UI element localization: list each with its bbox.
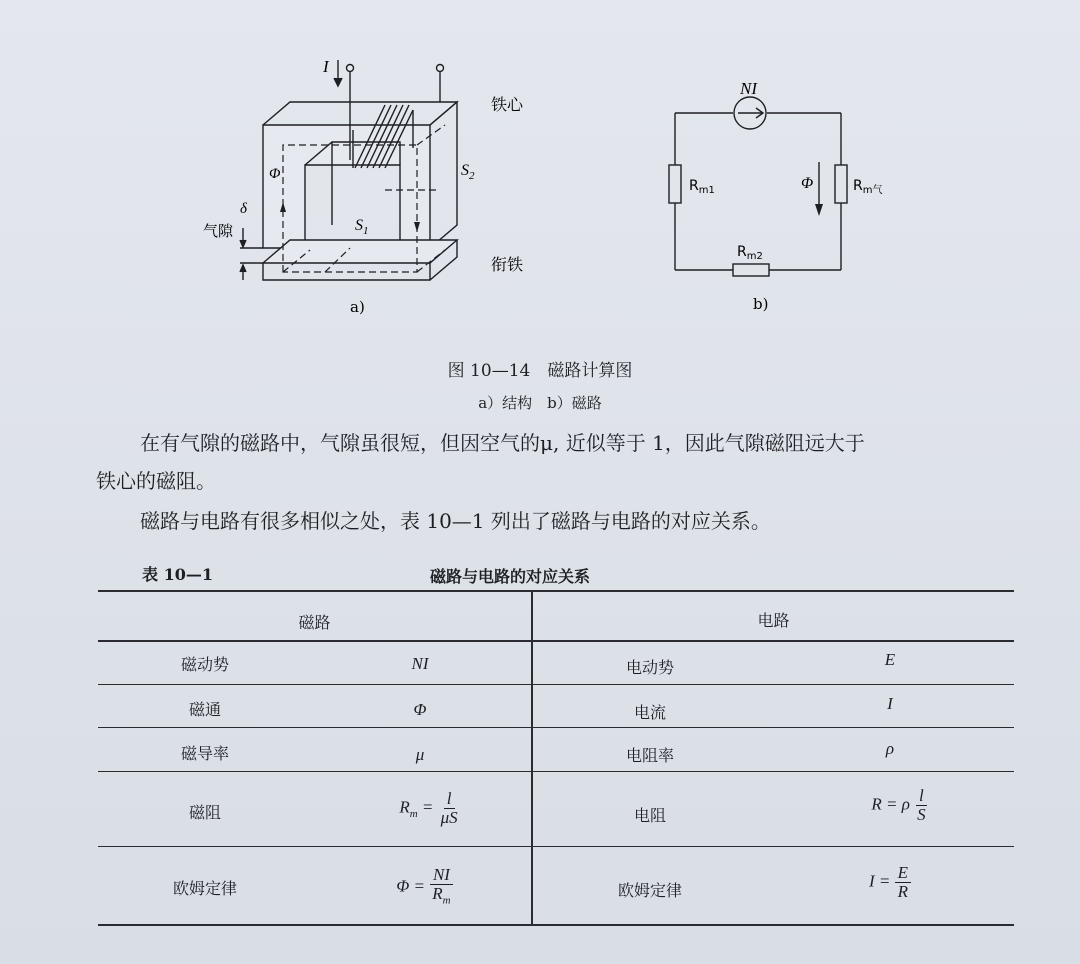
figure-a-core-structure [195,50,540,320]
table-cell-e-name: 电阻 [633,806,666,825]
table-cell-m-symbol: μ [415,745,425,764]
paragraph-1-line-1: 在有气隙的磁路中，气隙虽很短，但因空气的μ, 近似等于 1，因此气隙磁阻远大于 [140,431,865,455]
s2-label: $S_2$ [461,162,475,182]
table-header-rule [98,640,1014,642]
s1-label: $S_1$ [355,217,369,237]
header-magnetic-circuit: 磁路 [298,613,331,632]
table-cell-e-name: 欧姆定律 [617,881,682,900]
figure-subcaption: a）结构 b）磁路 [478,394,602,412]
source-label: NI [740,79,757,98]
table-cell-m-name: 磁通 [188,700,221,719]
electric-ohms-law-formula: I = $\frac{E}{R}$ [830,864,950,901]
flux-label-a: Φ [269,166,281,182]
table-cell-m-name: 磁动势 [180,655,229,674]
flux-label-b: Φ [801,175,814,192]
table-cell-e-name: 电流 [633,703,666,722]
table-cell-m-name: 磁导率 [180,744,229,763]
table-title: 磁路与电路的对应关系 [430,567,591,586]
rm-gas-label: $R_{m气}$ [853,178,883,196]
reluctance-formula: $R_m$ = $\frac{l}{\mu S}$ [399,789,458,827]
iron-core-label: 铁心 [491,95,524,114]
header-electric-circuit: 电路 [757,611,790,630]
table-cell-e-name: 电阻率 [625,746,674,765]
table-row-rule [98,771,1014,772]
armature-label: 衔铁 [491,255,524,274]
rm2-label: $R_{m2}$ [737,244,763,262]
table-number: 表 10—1 [142,565,213,584]
table-top-rule [98,590,1014,592]
table-row-rule [98,727,1014,728]
figure-a-sublabel: a) [350,298,365,316]
air-gap-label: 气隙 [203,222,234,240]
figure-b-magnetic-circuit [655,70,915,320]
figure-caption: 图 10—14 磁路计算图 [447,361,633,381]
table-cell-m-name: 磁阻 [188,803,221,822]
table-row-rule [98,846,1014,847]
table-cell-e-symbol: E [884,650,896,669]
table-cell-m-symbol: Φ [413,700,427,719]
rm1-label: $R_{m1}$ [689,178,715,196]
table-center-divider [531,592,533,924]
table-cell-e-symbol: ρ [885,739,895,758]
figure-b-sublabel: b) [753,295,769,313]
magnetic-ohms-law-formula: Φ = $\frac{NI}{R_m}$ [365,866,485,909]
table-row-rule [98,684,1014,685]
table-cell-m-name: 欧姆定律 [172,879,237,898]
table-cell-e-symbol: I [887,694,893,713]
paragraph-1-line-2: 铁心的磁阻。 [96,469,216,493]
current-label: I [323,57,329,76]
resistance-formula: R = ρ $\frac{l}{S}$ [871,786,926,824]
table-cell-e-name: 电动势 [625,658,674,677]
table-bottom-rule [98,924,1014,926]
table-cell-m-symbol: NI [411,654,429,673]
paragraph-2: 磁路与电路有很多相似之处，表 10—1 列出了磁路与电路的对应关系。 [140,509,771,533]
delta-label: δ [240,201,247,217]
